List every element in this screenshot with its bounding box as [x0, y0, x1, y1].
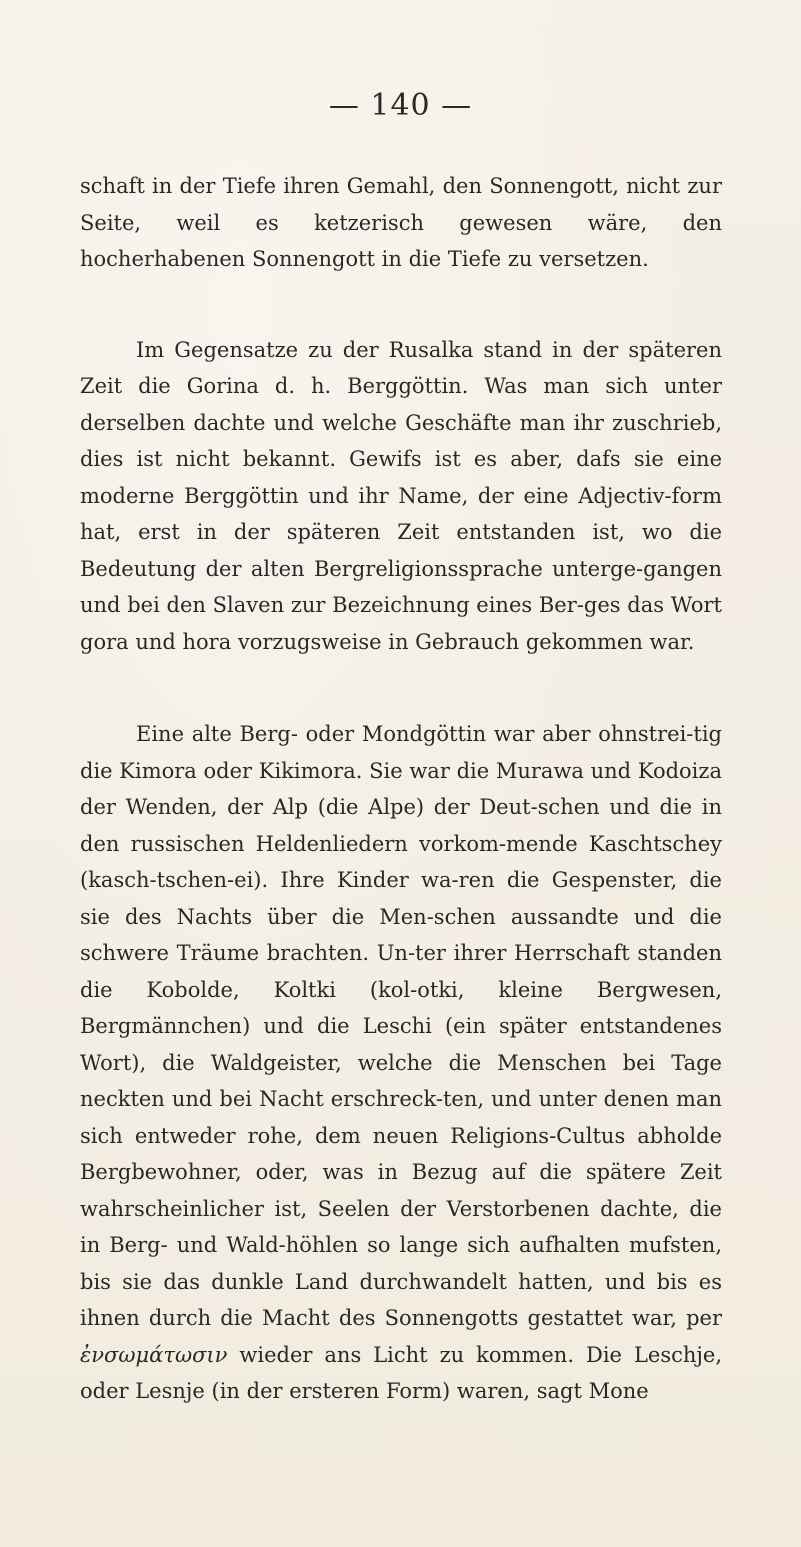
paragraph-1: schaft in der Tiefe ihren Gemahl, den Sonnengott, nicht zur Seite, weil es ketzerisch gewesen wäre, den hocherhabenen Sonnengott in die Tiefe zu versetzen. [80, 174, 722, 271]
page-number: — 140 — [328, 88, 473, 123]
paragraph-gap [80, 278, 722, 332]
paragraph-3-text-after-greek: wieder ans Licht zu kommen. Die Leschje, oder Lesnje (in der ersteren Form) waren, sagt Mone [80, 1342, 722, 1403]
paragraph-gap [80, 660, 722, 716]
greek-word: ἐνσωμάτωσιν [80, 1342, 228, 1367]
paragraph-3-text-before-greek: Eine alte Berg- oder Mondgöttin war aber ohnstrei-tig die Kimora oder Kikimora. Sie war die Murawa und Kodoiza der Wenden, der Alp (die Alpe) der Deut-schen und die in den russischen Heldenliedern vorkom-mende Kaschtschey (kasch-tschen-ei). Ihre Kinder wa-ren die Gespenster, die sie des Nachts über die Men-schen aussandte und die schwere Träume brachten. Un-ter ihrer Herrschaft standen die Kobolde, Koltki (kol-otki, kleine Bergwesen, Bergmännchen) und die Leschi (ein später entstandenes Wort), die Waldgeister, welche die Menschen bei Tage neckten und bei Nacht erschreck-ten, und unter denen man sich entweder rohe, dem neuen Religions-Cultus abholde Bergbewohner, oder, was in Bezug auf die spätere Zeit wahrscheinlicher ist, Seelen der Verstorbenen dachte, die in Berg- und Wald-höhlen so lange sich aufhalten mufsten, bis sie das dunkle Land durchwandelt hatten, und bis es ihnen durch die Macht des Sonnengotts gestattet war, per [80, 722, 722, 1330]
paragraph-2: Im Gegensatze zu der Rusalka stand in der späteren Zeit die Gorina d. h. Berggöttin. Was man sich unter derselben dachte und welche Geschäfte man ihr zuschrieb, dies ist nicht bekannt. Gewifs ist es aber, dafs sie eine moderne Berggöttin und ihr Name, der eine Adjectiv-form hat, erst in der späteren Zeit entstanden ist, wo die Bedeutung der alten Bergreligionssprache unterge-gangen und bei den Slaven zur Bezeichnung eines Ber-ges das Wort gora und hora vorzugsweise in Gebrauch gekommen war. [80, 337, 722, 654]
page-text-body [80, 168, 722, 1410]
paragraph-3 [80, 716, 722, 1410]
